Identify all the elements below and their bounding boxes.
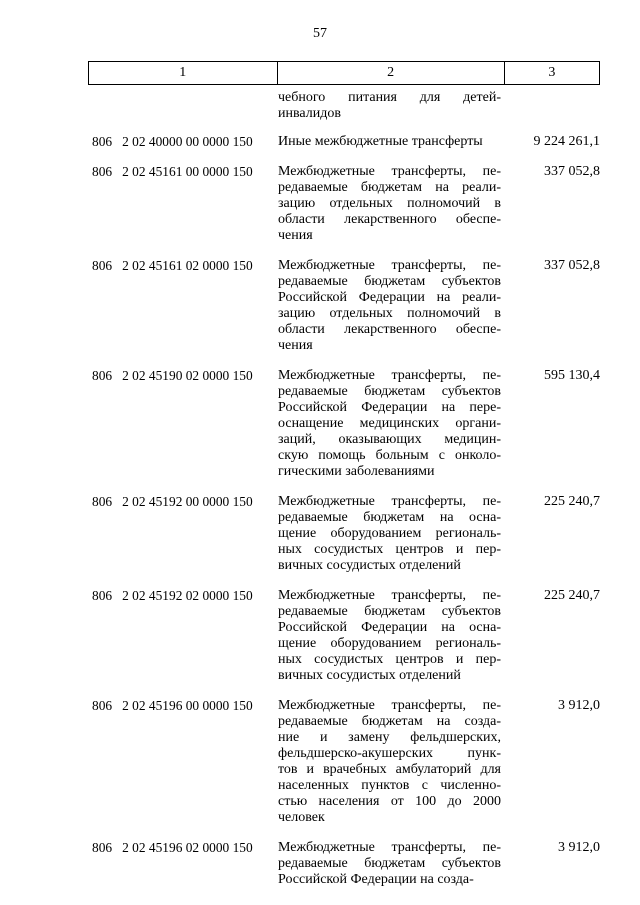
description-line: Российской Федерации на созда- (278, 872, 474, 887)
description-line: редаваемые бюджетам субъектов (278, 274, 501, 289)
budget-code: 806 2 02 45192 00 0000 150 (92, 494, 253, 509)
budget-code: 806 2 02 45192 02 0000 150 (92, 588, 253, 603)
budget-code: 806 2 02 40000 00 0000 150 (92, 134, 253, 149)
budget-code: 806 2 02 45196 02 0000 150 (92, 840, 253, 855)
column-header-1: 1 (89, 62, 278, 85)
row-amount: 225 240,7 (544, 494, 600, 509)
description-line: Межбюджетные трансферты, пе- (278, 494, 501, 509)
description-line: зацию отдельных полномочий в (278, 306, 501, 321)
description-line: оснащение медицинских органи- (278, 416, 501, 431)
row-amount: 337 052,8 (544, 164, 600, 179)
row-description (278, 134, 501, 150)
description-line: редаваемые бюджетам на реали- (278, 180, 501, 195)
description-line: Межбюджетные трансферты, пе- (278, 840, 501, 855)
row-amount: 9 224 261,1 (533, 134, 600, 149)
budget-code: 806 2 02 45161 02 0000 150 (92, 258, 253, 273)
row-description (278, 840, 501, 888)
description-line: тов и врачебных амбулаторий для (278, 762, 501, 777)
description-line: щение оборудованием региональ- (278, 636, 501, 651)
description-line: гическими заболеваниями (278, 464, 435, 479)
table-row (0, 134, 640, 150)
description-line: Российской Федерации на реали- (278, 290, 501, 305)
description-line: Межбюджетные трансферты, пе- (278, 258, 501, 273)
description-line: заций, оказывающих медицин- (278, 432, 501, 447)
description-line: населенных пунктов с численно- (278, 778, 501, 793)
table-row (0, 164, 640, 244)
row-amount: 595 130,4 (544, 368, 600, 383)
table-row (0, 494, 640, 574)
table-row (0, 698, 640, 826)
table-row (0, 840, 640, 888)
row-amount: 3 912,0 (558, 698, 600, 713)
description-line: инвалидов (278, 106, 341, 121)
description-line: чения (278, 338, 313, 353)
description-line: Иные межбюджетные трансферты (278, 134, 483, 149)
description-line: редаваемые бюджетам субъектов (278, 604, 501, 619)
row-description (278, 588, 501, 684)
description-line: редаваемые бюджетам субъектов (278, 384, 501, 399)
description-line: щение оборудованием региональ- (278, 526, 501, 541)
budget-code: 806 2 02 45190 02 0000 150 (92, 368, 253, 383)
column-header-table (88, 61, 600, 85)
page-number: 57 (313, 26, 327, 41)
row-description (278, 90, 501, 122)
description-line: Российской Федерации на осна- (278, 620, 501, 635)
description-line: Межбюджетные трансферты, пе- (278, 698, 501, 713)
description-line: чебного питания для детей- (278, 90, 501, 105)
table-row (0, 588, 640, 684)
description-line: Российской Федерации на пере- (278, 400, 501, 415)
description-line: скую помощь больным с онколо- (278, 448, 501, 463)
description-line: человек (278, 810, 325, 825)
row-amount: 225 240,7 (544, 588, 600, 603)
description-line: редаваемые бюджетам на осна- (278, 510, 501, 525)
description-line: редаваемые бюджетам на созда- (278, 714, 501, 729)
table-row (0, 90, 640, 122)
row-description (278, 164, 501, 244)
row-amount: 337 052,8 (544, 258, 600, 273)
row-description (278, 258, 501, 354)
row-description (278, 494, 501, 574)
column-header-3: 3 (504, 62, 599, 85)
table-row (0, 368, 640, 480)
description-line: зацию отдельных полномочий в (278, 196, 501, 211)
table-row (0, 258, 640, 354)
description-line: стью населения от 100 до 2000 (278, 794, 501, 809)
column-header-2: 2 (277, 62, 504, 85)
description-line: области лекарственного обеспе- (278, 322, 501, 337)
row-amount: 3 912,0 (558, 840, 600, 855)
description-line: вичных сосудистых отделений (278, 558, 461, 573)
row-description (278, 698, 501, 826)
description-line: фельдшерско-акушерских пунк- (278, 746, 501, 761)
description-line: редаваемые бюджетам субъектов (278, 856, 501, 871)
row-description (278, 368, 501, 480)
description-line: чения (278, 228, 313, 243)
description-line: ных сосудистых центров и пер- (278, 652, 501, 667)
description-line: области лекарственного обеспе- (278, 212, 501, 227)
description-line: Межбюджетные трансферты, пе- (278, 588, 501, 603)
budget-code: 806 2 02 45196 00 0000 150 (92, 698, 253, 713)
budget-code: 806 2 02 45161 00 0000 150 (92, 164, 253, 179)
description-line: Межбюджетные трансферты, пе- (278, 368, 501, 383)
description-line: ных сосудистых центров и пер- (278, 542, 501, 557)
description-line: ние и замену фельдшерских, (278, 730, 501, 745)
budget-rows (0, 90, 640, 902)
description-line: Межбюджетные трансферты, пе- (278, 164, 501, 179)
description-line: вичных сосудистых отделений (278, 668, 461, 683)
